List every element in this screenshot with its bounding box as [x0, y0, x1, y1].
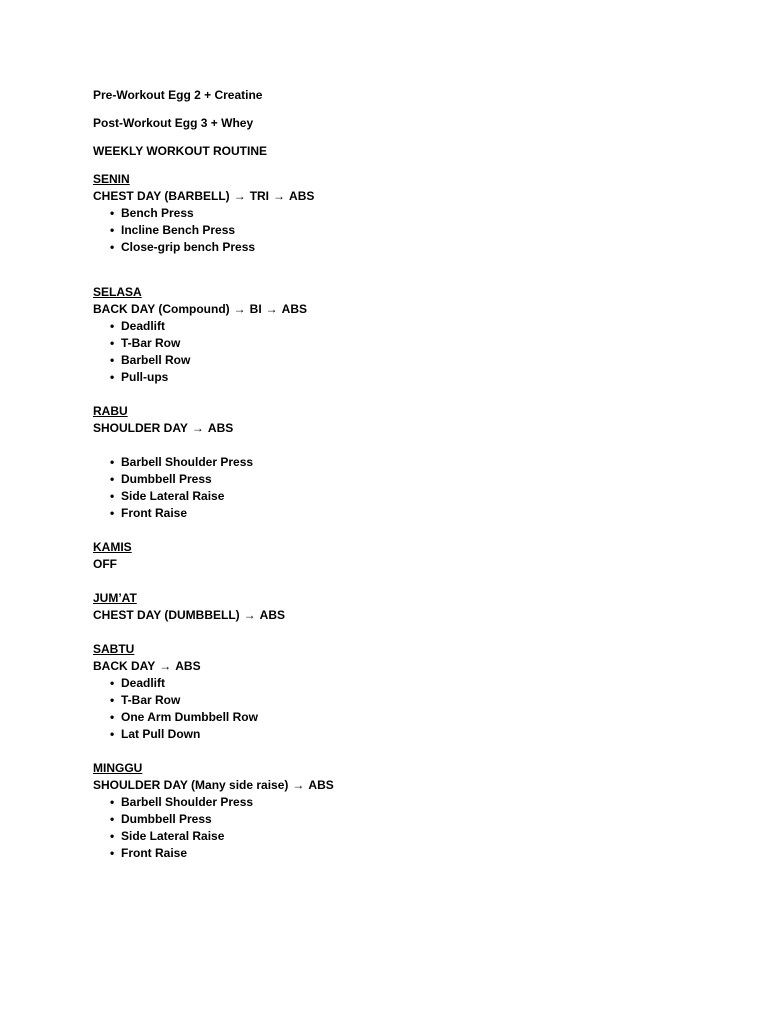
arrow-right-icon: →: [191, 421, 204, 435]
exercise-name: Dumbbell Press: [121, 472, 212, 486]
routine-title: WEEKLY WORKOUT ROUTINE: [93, 144, 268, 158]
bullet-icon: •: [110, 506, 115, 520]
list-item: [93, 726, 693, 743]
day-focus-kamis: OFF: [93, 557, 117, 571]
bullet-icon: •: [110, 455, 115, 469]
list-item: [93, 335, 693, 352]
exercise-name: Front Raise: [121, 506, 188, 520]
focus-part: BACK DAY: [93, 659, 156, 673]
exercise-name: Close-grip bench Press: [121, 240, 256, 254]
list-item: [93, 675, 693, 692]
bullet-icon: •: [110, 206, 115, 220]
list-item: [93, 454, 693, 471]
bullet-icon: •: [110, 336, 115, 350]
day-heading-jumat: JUM’AT: [93, 591, 137, 605]
arrow-right-icon: →: [243, 608, 256, 622]
exercise-name: Barbell Row: [121, 353, 191, 367]
pre-workout-note: Pre-Workout Egg 2 + Creatine: [93, 88, 263, 102]
day-heading-selasa: SELASA: [93, 285, 142, 299]
arrow-right-icon: →: [292, 778, 305, 792]
focus-part: ABS: [259, 608, 286, 622]
arrow-right-icon: →: [159, 659, 172, 673]
exercise-name: T-Bar Row: [121, 336, 181, 350]
day-focus-jumat: [93, 607, 693, 624]
bullet-icon: •: [110, 812, 115, 826]
bullet-icon: •: [110, 693, 115, 707]
day-heading-senin: SENIN: [93, 172, 130, 186]
day-focus-senin: [93, 188, 693, 205]
list-item: [93, 318, 693, 335]
focus-part: ABS: [207, 421, 234, 435]
day-focus-sabtu: [93, 658, 693, 675]
bullet-icon: •: [110, 353, 115, 367]
day-focus-minggu: [93, 777, 693, 794]
day-focus-selasa: [93, 301, 693, 318]
focus-part: ABS: [308, 778, 334, 792]
exercise-list-rabu: [93, 454, 693, 522]
post-workout-note: Post-Workout Egg 3 + Whey: [93, 116, 254, 130]
focus-part: SHOULDER DAY: [93, 421, 188, 435]
list-item: [93, 794, 693, 811]
day-heading-kamis: KAMIS: [93, 540, 132, 554]
bullet-icon: •: [110, 472, 115, 486]
focus-part: ABS: [289, 189, 315, 203]
list-item: [93, 828, 693, 845]
focus-part: BACK DAY (Compound): [93, 302, 230, 316]
exercise-name: Front Raise: [121, 846, 188, 860]
exercise-name: Bench Press: [121, 206, 194, 220]
exercise-name: T-Bar Row: [121, 693, 181, 707]
arrow-right-icon: →: [233, 189, 246, 203]
exercise-name: One Arm Dumbbell Row: [121, 710, 258, 724]
list-item: [93, 488, 693, 505]
exercise-name: Lat Pull Down: [121, 727, 201, 741]
exercise-list-minggu: [93, 794, 693, 862]
exercise-name: Barbell Shoulder Press: [121, 455, 254, 469]
exercise-list-selasa: [93, 318, 693, 386]
bullet-icon: •: [110, 795, 115, 809]
bullet-icon: •: [110, 370, 115, 384]
list-item: [93, 505, 693, 522]
exercise-list-senin: [93, 205, 693, 256]
day-heading-rabu: RABU: [93, 404, 128, 418]
list-item: [93, 811, 693, 828]
day-heading-sabtu: SABTU: [93, 642, 135, 656]
exercise-list-sabtu: [93, 675, 693, 743]
exercise-name: Side Lateral Raise: [121, 489, 225, 503]
list-item: [93, 709, 693, 726]
focus-part: ABS: [175, 659, 201, 673]
day-focus-rabu: [93, 420, 693, 437]
arrow-right-icon: →: [273, 189, 286, 203]
arrow-right-icon: →: [233, 302, 246, 316]
bullet-icon: •: [110, 489, 115, 503]
day-heading-minggu: MINGGU: [93, 761, 143, 775]
exercise-name: Dumbbell Press: [121, 812, 212, 826]
focus-part: CHEST DAY (DUMBBELL): [93, 608, 240, 622]
focus-part: BI: [249, 302, 262, 316]
focus-part: ABS: [281, 302, 308, 316]
bullet-icon: •: [110, 727, 115, 741]
focus-part: SHOULDER DAY (Many side raise): [93, 778, 289, 792]
list-item: [93, 205, 693, 222]
focus-part: CHEST DAY (BARBELL): [93, 189, 230, 203]
focus-part: TRI: [249, 189, 270, 203]
exercise-name: Barbell Shoulder Press: [121, 795, 254, 809]
bullet-icon: •: [110, 240, 115, 254]
list-item: [93, 239, 693, 256]
list-item: [93, 352, 693, 369]
bullet-icon: •: [110, 710, 115, 724]
bullet-icon: •: [110, 676, 115, 690]
arrow-right-icon: →: [265, 302, 278, 316]
list-item: [93, 845, 693, 862]
exercise-name: Deadlift: [121, 676, 166, 690]
exercise-name: Deadlift: [121, 319, 166, 333]
bullet-icon: •: [110, 223, 115, 237]
list-item: [93, 471, 693, 488]
exercise-name: Side Lateral Raise: [121, 829, 225, 843]
document-page: [93, 87, 693, 862]
bullet-icon: •: [110, 846, 115, 860]
list-item: [93, 222, 693, 239]
bullet-icon: •: [110, 319, 115, 333]
bullet-icon: •: [110, 829, 115, 843]
exercise-name: Incline Bench Press: [121, 223, 236, 237]
list-item: [93, 369, 693, 386]
exercise-name: Pull-ups: [121, 370, 169, 384]
list-item: [93, 692, 693, 709]
